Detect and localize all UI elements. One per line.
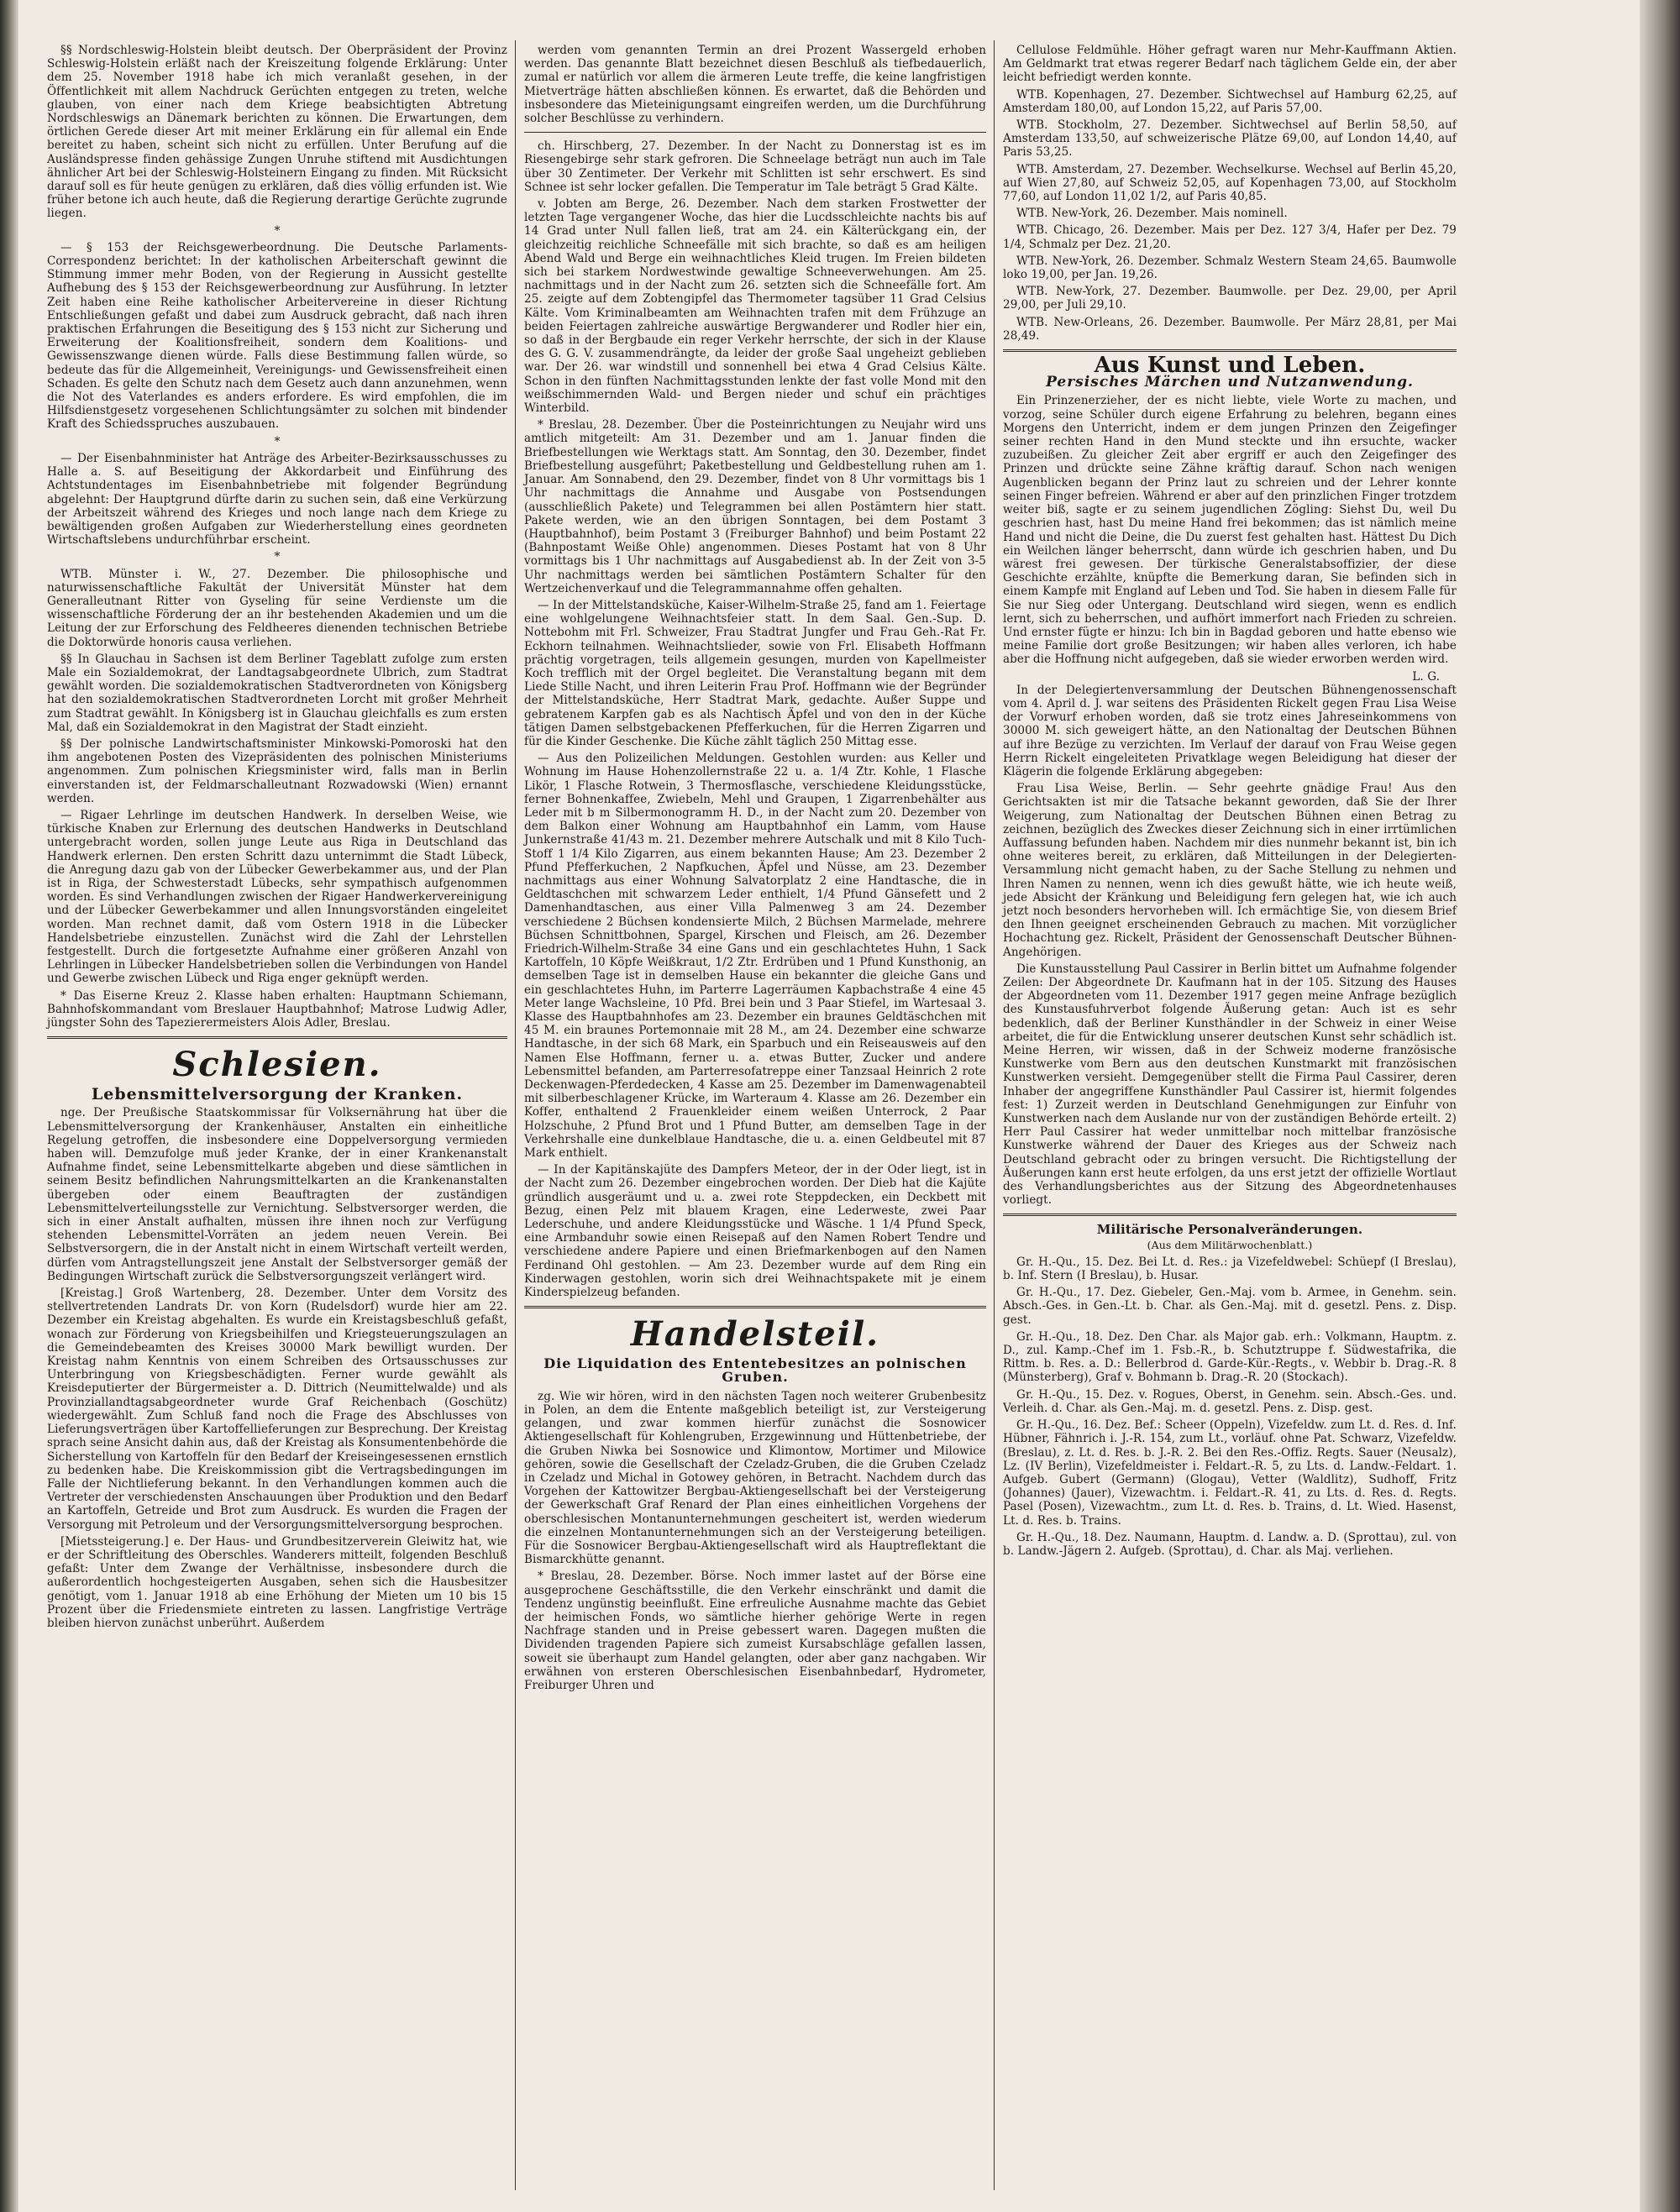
article-mittelstandskueche: — In der Mittelstandsküche, Kaiser-Wilhelm-Straße 25, fand am 1. Feiertage eine wohlgelungene Weihnachtsfeier statt. In dem Saal. Gen.-Sup. D. Nottebohm mit Frl. Schweizer, Frau Stadtrat Jungfer und Frau Geh.-Rat Fr. Eckhorn teilnahmen. Weihnachtslieder, sowie von Frl. Elisabeth Hoffmann prächtig vorgetragen, teils allgemein gesungen, murden von Kapellmeister Koch trefflich mit der Orgel begleitet. Die Veranstaltung begann mit dem Liede Stille Nacht, und ihren Leiterin Frau Prof. Hoffmann wie der Begründer der Mittelstandsküche, Herr Stadtrat Mark, gedachte. Außer Suppe und gebratenem Karpfen gab es als Nachtisch Äpfel und von den in der Küche tätigen Damen selbstgebackenen Pfefferkuchen, für die Herren Zigarren und für die Kinder Geschenke. Die Küche zählt täglich 250 Mittag esse. [524, 598, 986, 748]
article-dampfer-meteor: — In der Kapitänskajüte des Dampfers Meteor, der in der Oder liegt, ist in der Nacht zum 26. Dezember eingebrochen worden. Der Dieb hat die Kajüte gründlich ausgeräumt und u. a. zwei rote Steppdecken, ein Deckbett mit Bezug, einen Pelz mit blauem Kragen, eine Lederweste, zwei Paar Lederschuhe, und andere Kleidungsstücke und Wäsche. 1 1/4 Pfund Speck, eine Armbanduhr sowie einen Reisepaß auf den Namen Robert Tendre und verschiedene andere Papiere und einen Briefmarkenbogen auf den Namen Ferdinand Ohl gestohlen. — Am 23. Dezember wurde auf dem Ring ein Kinderwagen gestohlen, worin sich drei Weihnachtspakete mit je einem Kinderspielzeug befanden. [524, 1163, 986, 1300]
military-entry: Gr. H.-Qu., 18. Dez. Den Char. als Major gab. erh.: Volkmann, Hauptm. z. D., zul. Kamp.-Chef im 1. Fsb.-R., b. Schutztruppe f. Südwestafrika, die Rittm. b. Res. a. D.: Bellerbrod d. Garde-Kür.-Regts., v. Webbir b. Drag.-R. 8 (Münsterberg), Graf v. Bohmann b. Drag.-R. 20 (Stockach). [1003, 1329, 1457, 1385]
author-signature: L. G. [1412, 669, 1440, 684]
article-muenster: WTB. Münster i. W., 27. Dezember. Die philosophische und naturwissenschaftliche Fakultät der Universität Münster hat dem Generalleutnant Ritter von Gyseling für seine Verdienste um die wissenschaftliche Förderung der an ihr bestehenden Akademien und um die Leitung der zur Erforschung des Feldheeres dienenden technischen Betriebe die Doktorwürde honoris causa verliehen. [47, 567, 507, 649]
quote-amsterdam: WTB. Amsterdam, 27. Dezember. Wechselkurse. Wechsel auf Berlin 45,20, auf Wien 27,80, auf Schweiz 52,05, auf Kopenhagen 73,00, auf Stockholm 77,60, auf London 11,02 1/2, auf Paris 40,85. [1003, 162, 1457, 204]
article-eisenbahnminister: — Der Eisenbahnminister hat Anträge des Arbeiter-Bezirksausschusses zu Halle a. S. auf Beseitigung der Akkordarbeit und Einführung des Achtstundentages im Eisenbahnbetriebe mit folgender Begründung abgelehnt: Der Hauptgrund dürfte darin zu suchen sein, daß eine Verkürzung der Arbeitszeit während des Krieges und noch lange nach dem Kriege zu bewältigenden großen Aufgaben zur Wiederherstellung eines geordneten Wirtschaftslebens undurchführbar erscheint. [47, 451, 507, 548]
column-left [47, 44, 507, 1633]
column-divider-1 [515, 40, 516, 2190]
headline-liquidation: Die Liquidation des Ententebesitzes an polnischen Gruben. [543, 1355, 967, 1386]
article-zobten: v. Jobten am Berge, 26. Dezember. Nach dem starken Frostwetter der letzten Tage vergangener Woche, das hier die Lucdsschleichte nachts bis auf 14 Grad unter Null fallen ließ, trat am 24. ein Kälterückgang ein, der gleichzeitig reichliche Schneefälle mit sich brachte, so daß es am heiligen Abend Wald und Berge ein weihnachtliches Kleid trugen. Im Freien bildeten sich bei starkem Nordwestwinde gewaltige Schneeverwehungen. Am 25. nachmittags und in der Nacht zum 26. setzten sich die Schneefälle fort. Am 25. zeigte auf dem Zobtengipfel das Thermometer tagsüber 11 Grad Celsius Kälte. Vom Kriminalbeamten am Weihnachten trafen mit dem Frühzuge an beiden Feiertagen zahlreiche auswärtige Bergwanderer und Rodler hier ein, so daß in der Bergbaude ein reger Verkehr herrschte, der sich in der Klause des G. G. V. zusammendrängte, da leider der große Saal ungeheizt geblieben war. Der 26. war windstill und sonnenhell bei etwa 4 Grad Celsius Kälte. Schon in den fünften Nachmittagsstunden lenkte der fast volle Mond mit den weißschimmernden Wald- und Bergen nieder und schuf ein prächtiges Winterbild. [524, 197, 986, 416]
military-entry: Gr. H.-Qu., 15. Dez. v. Rogues, Oberst, in Genehm. sein. Absch.-Ges. und. Verleih. d. Char. als Gen.-Maj. m. d. gesetzl. Pens. z. Disp. gest. [1003, 1387, 1457, 1415]
separator-star: * [274, 223, 281, 238]
article-polish-minister: §§ Der polnische Landwirtschaftsminister Minkowski-Pomoroski hat den ihm angebotenen Posten des Vizepräsidenten des polnischen Ministeriums angenommen. Zum polnischen Kriegsminister wird, falls man in Berlin einverstanden ist, der Feldmarschalleutnant Rozwadowski (Wien) ernannt werden. [47, 736, 507, 805]
article-nordschleswig: §§ Nordschleswig-Holstein bleibt deutsch. Der Oberpräsident der Provinz Schleswig-Holstein erläßt nach der Kreiszeitung folgende Erklärung: Unter dem 25. November 1918 habe ich mich veranlaßt gesehen, in der Öffentlichkeit mit allem Nachdruck Gerüchten entgegen zu treten, welche glauben, von einer nach dem Kriege beabsichtigten Abtretung Nordschleswigs an Dänemark berichten zu können. Die Erwartungen, dem örtlichen Gerede dieser Art mit meiner Erklärung ein für allemal ein Ende bereitet zu haben, scheint sich nicht zu erfüllen. Unter Berufung auf die Ausländspresse finden gehässige Zungen Unruhe stiftend mit Ausdichtungen ähnlicher Art bei der Schleswig-Holsteinern Eingang zu finden. Mit Rücksicht darauf soll es für heute genügen zu erklären, daß dies völlig erfunden ist. Wie früher betone ich auch heute, daß die Regierung derartige Gerüchte zugrunde liegen. [47, 44, 507, 221]
military-entry: Gr. H.-Qu., 18. Dez. Naumann, Hauptm. d. Landw. a. D. (Sprottau), zul. von b. Landw.-Jägern 2. Aufgeb. (Sprottau), d. Char. als Maj. verliehen. [1003, 1530, 1457, 1558]
quote-chicago: WTB. Chicago, 26. Dezember. Mais per Dez. 127 3/4, Hafer per Dez. 79 1/4, Schmalz per Dez. 21,20. [1003, 223, 1457, 251]
article-kreistag: [Kreistag.] Groß Wartenberg, 28. Dezember. Unter dem Vorsitz des stellvertretenden Landrats Dr. von Korn (Rudelsdorf) wurde hier am 22. Dezember ein Kreistag abgehalten. Es wurde ein Kreistagsbeschluß gefaßt, wonach zur Förderung von Kriegsbeihilfen und Kriegsteuerungszulagen an die Gemeindebeamten des Kreises 30000 Mark bewilligt wurden. Der Kreistag nahm Kenntnis von einem Schreiben des Ortsausschusses zur Unterbringung von Kriegsbeschädigten. Ferner wurde gewählt als Kreisdeputierter der Bürgermeister a. D. Dittrich (Neumittelwalde) und als Provinziallandtagsabgeordneter wurde Graf Reichenbach (Goschütz) wiedergewählt. Zum Schluß fand noch die Frage des Abschlusses von Lieferungsverträgen über Kartoffellieferungen zur Besprechung. Der Kreistag sprach seine Ansicht dahin aus, daß der Kreistag als Konsumentenbehörde die Sicherstellung von Kartoffeln für den Bedarf der Kreiseingesessenen ernstlich zu bedenken habe. Die Kreiskommission gibt die Vertragsbedingungen im Falle der Nichtlieferung bekannt. In den Verhandlungen kommen auch die Vertreter der verschiedensten Anschauungen über Produktion und den Bedarf an Kartoffeln, Getreide und Brot zum Ausdruck. Es wurden die Fragen der Versorgung mit Petroleum und der Versorgungsmittelversorgung besprochen. [47, 1287, 507, 1532]
separator-star: * [274, 434, 281, 448]
rule [524, 132, 986, 133]
article-glauchau: §§ In Glauchau in Sachsen ist dem Berliner Tageblatt zufolge zum ersten Male ein Sozialdemokrat, der Landtagsabgeordnete Ulbrich, zum Stadtrat gewählt worden. Die sozialdemokratischen Stadtverordneten von Königsberg hat den sozialdemokratischen Stadtverordneten Lorcht mit großer Mehrheit zum Stadtrat gewählt. In Königsberg ist in Glauchau gleichfalls es zum ersten Mal, daß ein Sozialdemokrat in den Magistrat der Stadt einzieht. [47, 652, 507, 734]
column-middle [524, 44, 986, 1696]
section-rule [1003, 349, 1457, 352]
article-polizei: — Aus den Polizeilichen Meldungen. Gestohlen wurden: aus Keller und Wohnung im Hause Hohenzollernstraße 22 u. a. 1/4 Ztr. Kohle, 1 Flasche Likör, 1 Flasche Rotwein, 3 Thermosflasche, verschiedene Kleidungsstücke, ferner Bohnenkaffee, Zwiebeln, Mehl und Graupen, 1 Zigarrenbehälter aus Leder mit b m Silbermonogramm H. D., in der Nacht zum 20. Dezember von dem Balkon einer Wohnung am Hauptbahnhof ein Lamm, vom Hause Junkernstraße 41/43 m. 21. Dezember mehrere Autschalk und mit 8 Kilo Tuch-Stoff 1 1/4 Kilo Zigarren, aus einem bekannten Hause; Am 23. Dezember 2 Pfund Pfefferkuchen, 2 Napfkuchen, Äpfel und Nüsse, am 23. Dezember nachmittags aus einer Wohnung Salvatorplatz 2 eine Handtasche, die in Geldtaschchen mit schwarzem Leder enthielt, 1/4 Pfund Gänsefett und 2 Damenhandtaschen, aus einer Villa Palmenweg 3 am 24. Dezember verschiedene 2 Büchsen kondensierte Milch, 2 Büchsen Marmelade, mehrere Büchsen Schnittbohnen, Spargel, Kirschen und Fleisch, am 26. Dezember Friedrich-Wilhelm-Straße 34 eine Gans und ein geschlachtetes Huhn, 1 Sack Kartoffeln, 10 Köpfe Weißkraut, 1/2 Ztr. Erdrüben und 1 Pfund Kunsthonig, an demselben Tage ist in demselben Hause ein bekannter die gleiche Gans und ein geschlachtetes Huhn, im Parterre Lagerräumen Kapbachstraße 4 eine 45 Meter lange Wachsleine, 10 Pfd. Brei bein und 3 Paar Stiefel, im Wartesaal 3. Klasse des Hauptbahnhofes am 23. Dezember ein braunes Geldtäschchen mit 45 M. ein braunes Portemonnaie mit 28 M., am 24. Dezember eine schwarze Handtasche, in der sich 68 Mark, ein Sparbuch und ein Reiseausweis auf den Namen Else Hoffmann, ferner u. a. etwas Butter, Zucker und andere Lebensmittel befanden, am Parterresofatreppe einer Tanzsaal Heinrich 2 rote Deckenwagen-Pferdedecken, 4 Kasse am 25. Dezember im Damenwagenabteil mit silberbeschlagener Krücke, im Warteraum 4. Klasse am 26. Dezember ein Koffer, enthaltend 2 Frauenkleider einem weißen Unterrock, 2 Paar Holzschuhe, 2 Pfund Brot und 1 Pfund Butter, am demselben Tage in der Verkehrshalle eine dunkelblaue Handtasche, die u. a. einen Geldbeutel mit 87 Mark enthielt. [524, 752, 986, 1161]
article-brief-weise: Frau Lisa Weise, Berlin. — Sehr geehrte gnädige Frau! Aus den Gerichtsakten ist mir die Tatsache bekannt geworden, daß Sie der Ihrer Weigerung, zum Nationaltag der Deutschen Bühnen einen Betrag zu zeichnen, bezüglich des Zweckes dieser Zeichnung sich in einer irrtümlichen Auffassung befunden haben. Nachdem mir dies nunmehr bekannt ist, bin ich ohne weiteres bereit, zu erklären, daß Mitteilungen in der Delegierten-Versammlung nicht gemacht haben, zu der Sache Stellung zu nehmen und Ihren Namen zu nennen, wenn ich dies gewußt hätte, wie ich heute weiß, jede Absicht der Kränkung und Beleidigung fern gelegen hat, wie ich auch jetzt noch besonders hervorheben will. Ich ermächtige Sie, von diesem Brief den Ihnen geeignet erscheinenden Gebrauch zu machen. Mit vorzüglicher Hochachtung gez. Rickelt, Präsident der Genossenschaft Deutscher Bühnen-Angehörigen. [1003, 782, 1457, 959]
article-post-neujahr: * Breslau, 28. Dezember. Über die Posteinrichtungen zu Neujahr wird uns amtlich mitgeteilt: Am 31. Dezember und am 1. Januar finden die Briefbestellungen wie Werktags statt. Am Sonntag, den 30. Dezember, findet Briefbestellung ausgeführt; Paketbestellung und Geldbestellung ruhen am 1. Januar. Am Sonnabend, den 29. Dezember, findet von 8 Uhr vormittags bis 1 Uhr nachmittags die Annahme und Ausgabe von Postsendungen (ausschließlich Pakete) und Telegrammen bei allen Postämtern hier statt. Pakete werden, wie an den übrigen Sonntagen, bei dem Postamt 3 (Hauptbahnhof), beim Postamt 3 (Freiburger Bahnhof) und beim Postamt 22 (Bahnpostamt Weiße Ohle) angenommen. Dieses Postamt hat von 8 Uhr vormittags bis 1 Uhr nachmittags auf Ausgabedienst ab. In der Zeit von 3-5 Uhr nachmittags werden bei sämtlichen Postämtern Schalter für den Wertzeichenverkauf und die Telegrammannahme offen gehalten. [524, 418, 986, 595]
article-geldmarkt: Cellulose Feldmühle. Höher gefragt waren nur Mehr-Kauffmann Aktien. Am Geldmarkt trat etwas regerer Bedarf nach täglichem Gelde ein, der aber leicht befriedigt werden konnte. [1003, 44, 1457, 85]
article-cassirer: Die Kunstausstellung Paul Cassirer in Berlin bittet um Aufnahme folgender Zeilen: Der Abgeordnete Dr. Kaufmann hat in der 105. Sitzung des Hauses der Abgeordneten vom 11. Dezember 1917 gegen meine Anfrage bezüglich des Kunstausfuhrverbot folgende Äußerung getan: Auch ist es sehr bedenklich, daß der Berliner Kunsthändler in der Schweiz in einer Weise arbeitet, die für die Entwicklung unserer deutschen Kunst sehr schädlich ist. Meine Herren, wir wissen, daß in der Schweiz moderne französische Kunstwerke vom Bern aus den deutschen Kunstmarkt mit französischen Kunstwerken versieht. Demgegenüber stellt die Firma Paul Cassirer, deren Inhaber der angegriffene Kunsthändler Paul Cassirer ist, hiermit folgendes fest: 1) Zurzeit werden in Deutschland Genehmigungen zur Einfuhr von Kunstwerken nach dem Auslande nur von der zuständigen Behörde erteilt. 2) Herr Paul Cassirer hat weder unmittelbar noch mittelbar französische Kunstwerke während der Dauer des Krieges aus der Schweiz nach Deutschland gebracht oder zu bringen versucht. Die Richtigstellung der Äußerungen kann erst heute erfolgen, da uns erst jetzt der offizielle Wortlaut des Verhandlungsberichtes aus der Sitzung des Abgeordnetenhauses vorliegt. [1003, 962, 1457, 1208]
headline-militaer: Militärische Personalveränderungen. [1096, 1222, 1363, 1238]
article-liquidation: zg. Wie wir hören, wird in den nächsten Tagen noch weiterer Grubenbesitz in Polen, an dem die Entente maßgeblich beteiligt ist, zur Versteigerung gelangen, und zwar kommen hierfür zunächst die Sosnowicer Aktiengesellschaft für Kohlengruben, Erzgewinnung und Hüttenbetriebe, der die Gruben Niwka bei Sosnowice und Klimontow, Mortimer und Milowice gehören, sowie die Gesellschaft der Czeladz-Gruben, die die Gruben Czeladz in Czeladz und Michal in Gotowey gehören, in Betracht. Nachdem durch das Vorgehen der Kattowitzer Bergbau-Aktiengesellschaft bei der Versteigerung der Gewerkschaft Graf Renard der Plan eines einheitlichen Vorgehens der oberschlesischen Montanunternehmungen gescheitert ist, werden wiederum die einzelnen Montanunternehmungen sich an der Versteigerung beteiligen. Für die Sosnowicer Bergbau-Aktiengesellschaft wird als Hauptreflektant die Bismarckhütte genannt. [524, 1389, 986, 1567]
article-buehnengenossenschaft: In der Delegiertenversammlung der Deutschen Bühnengenossenschaft vom 4. April d. J. war seitens des Präsidenten Rickelt gegen Frau Lisa Weise der Vorwurf erhoben worden, daß sie trotz eines Jahreseinkommens von 30000 M. sich geweigert hätte, an den Nationaltag der Deutschen Bühnen auf ihre Bezüge zu verzichten. Im Verlauf der darauf von Frau Weise gegen Herrn Rickelt eingeleiteten Privatklage wegen Beleidigung hat dieser der Klägerin die folgende Erklärung abgegeben: [1003, 683, 1457, 778]
section-rule [1003, 1213, 1457, 1216]
column-right [1003, 44, 1457, 1561]
section-rule [524, 1306, 986, 1308]
article-wassergeld: werden vom genannten Termin an drei Prozent Wassergeld erhoben werden. Das genannte Blatt bezeichnet diesen Beschluß als tiefbedauerlich, zumal er natürlich vor allem die ärmeren Leute treffe, die keine langfristigen Mietverträge hätten abschließen können. Es erwartet, daß die Behörden und insbesondere das Mieteinigungsamt eingreifen werden, um die Durchführung solcher Beschlüsse zu verhindern. [524, 44, 986, 126]
quote-neworleans: WTB. New-Orleans, 26. Dezember. Baumwolle. Per März 28,81, per Mai 28,49. [1003, 315, 1457, 343]
headline-lebensmittelversorgung: Lebensmittelversorgung der Kranken. [91, 1085, 464, 1104]
source-militaerwochenblatt: (Aus dem Militärwochenblatt.) [1147, 1238, 1313, 1251]
section-title-kunst: Aus Kunst und Leben. [1094, 353, 1366, 379]
article-gewerbeordnung: — § 153 der Reichsgewerbeordnung. Die Deutsche Parlaments-Correspondenz berichtet: In der katholischen Arbeiterschaft gewinnt die Stimmung immer mehr Boden, von der Regierung in Aussicht gestellte Aufhebung des § 153 der Reichsgewerbeordnung zur Ausführung. In letzter Zeit haben eine Reihe katholischer Arbeitervereine in dieser Richtung Entschließungen gefaßt und dabei zum Ausdruck gebracht, daß nach ihren praktischen Erfahrungen die Beseitigung des § 153 nicht zur Sicherung und Erweiterung der Koalitionsfreiheit, sondern dem Koalitions- und Gewissenszwange dienen würde. Falls diese Bestimmung fallen würde, so bedeute das für die Allgemeinheit, Vereinigungs- und Gewissensfreiheit einen Schaden. Es gelte den Schutz nach dem Gesetz auch dann anzunehmen, wenn die Not des Vaterlandes es anders erfordere. Es wird empfohlen, die im Hilfsdienstgesetz vorgesehenen Schlichtungsämter zu solchen mit bindender Kraft des Schiedsspruches auszubauen. [47, 240, 507, 432]
quote-newyork-schmalz: WTB. New-York, 26. Dezember. Schmalz Western Steam 24,65. Baumwolle loko 19,00, per Jan. 19,26. [1003, 254, 1457, 282]
article-eisernes-kreuz: * Das Eiserne Kreuz 2. Klasse haben erhalten: Hauptmann Schiemann, Bahnhofskommandant vom Breslauer Hauptbahnhof; Matrose Ludwig Adler, jüngster Sohn des Tapezierermeisters Alois Adler, Breslau. [47, 988, 507, 1030]
section-rule [47, 1036, 507, 1039]
quote-newyork-baumwolle: WTB. New-York, 27. Dezember. Baumwolle. per Dez. 29,00, per April 29,00, per Juli 29,10. [1003, 285, 1457, 312]
quote-newyork-mais: WTB. New-York, 26. Dezember. Mais nominell. [1016, 207, 1288, 221]
quote-stockholm: WTB. Stockholm, 27. Dezember. Sichtwechsel auf Berlin 58,50, auf Amsterdam 133,50, auf schweizerische Plätze 69,00, auf London 14,40, auf Paris 53,25. [1003, 118, 1457, 160]
scan-binding-edge-left [0, 0, 18, 2212]
military-entry: Gr. H.-Qu., 17. Dez. Giebeler, Gen.-Maj. vom b. Armee, in Genehm. sein. Absch.-Ges. in Gen.-Lt. b. Char. als Gen.-Maj. mit d. gesetzl. Pens. z. Disp. gest. [1003, 1286, 1457, 1327]
article-lebensmittel: nge. Der Preußische Staatskommissar für Volksernährung hat über die Lebensmittelversorgung der Krankenhäuser, Anstalten ein einheitliche Regelung getroffen, die insbesondere eine Doppelversorgung vermieden haben will. Demzufolge muß jeder Kranke, der in einer Krankenanstalt Aufnahme findet, seine Lebensmittelkarte abgeben und diese sämtlichen in seinem Besitz befindlichen Nahrungsmittelkarten an die Krankenanstalten übergeben oder einem Beauftragten der zuständigen Lebensmittelverteilungsstelle zur Vernichtung. Selbstversorger werden, die sich in einer Anstalt aufhalten, müssen ihre ihnen noch zur Verfügung stehenden Lebensmittel-Vorräten an jedem neuen Verein. Bei Selbstversorgern, die in der Anstalt nicht in einem Wirtschaft verteilt werden, dürfen vom Antragstellungszeit jene Anstalt der Selbstversorger gemäß der Bedingungen Wirtschaft zurück die Selbstversorgungszeit verlängert wird. [47, 1106, 507, 1283]
headline-persisches-maerchen: Persisches Märchen und Nutzanwendung. [1046, 374, 1414, 391]
article-boerse: * Breslau, 28. Dezember. Börse. Noch immer lastet auf der Börse eine ausgeprochene Geschäftsstille, die den Verkehr einschränkt und damit die Tendenz ungünstig beeinflußt. Eine erfreuliche Ausnahme machte das Gebiet der heimischen Fonds, wo sämtliche hierher gehörige Werte in regen Nachfrage standen und in Preise gebessert waren. Dagegen mußten die Dividenden tragenden Papiere sich zumeist Kursabschläge gefallen lassen, soweit sie überhaupt zum Handel gelangten, oder aber ganz nachgaben. Wir erwähnen von ersteren Oberschlesischen Eisenbahnbedarf, Hydrometer, Freiburger Uhren und [524, 1570, 986, 1692]
section-title-schlesien: Schlesien. [172, 1045, 382, 1085]
column-divider-2 [994, 40, 995, 2190]
article-hirschberg: ch. Hirschberg, 27. Dezember. In der Nacht zu Donnerstag ist es im Riesengebirge sehr stark gefroren. Die Schneelage beträgt nun auch im Tale über 30 Zentimeter. Der Verkehr mit Schlitten ist sehr erschwert. Es sind Schnee ist sehr locker gefallen. Die Temperatur im Tale beträgt 5 Grad Kälte. [524, 139, 986, 194]
separator-star: * [274, 550, 281, 564]
military-entry: Gr. H.-Qu., 15. Dez. Bei Lt. d. Res.: ja Vizefeldwebel: Schüepf (I Breslau), b. Inf. Stern (I Breslau), b. Husar. [1003, 1255, 1457, 1283]
military-entry: Gr. H.-Qu., 16. Dez. Bef.: Scheer (Oppeln), Vizefeldw. zum Lt. d. Res. d. Inf. Hübner, Fähnrich i. J.-R. 154, zum Lt., vorläuf. ohne Pat. Schwarz, Vizefeldw. (Breslau), z. Lt. d. Res. b. J.-R. 2. Bei den Res.-Offiz. Regts. Sauer (Neusalz), Lz. (IV Berlin), Vizefeldmeister i. Feldart.-R. 5, zu Lts. d. Landw.-Feldart. 1. Aufgeb. Gubert (Germann) (Glogau), Vetter (Waldlitz), Sudhoff, Fritz (Johannes) (Jauer), Vizewachtm. i. Feldart.-R. 41, zu Lts. d. Res. d. Regts. Pasel (Posen), Vizewachtm., zum Lt. d. Res. b. Trains, d. Lt. Wied. Hasenst, Lt. d. Res. b. Trains. [1003, 1418, 1457, 1528]
article-mietssteigerung: [Mietssteigerung.] e. Der Haus- und Grundbesitzerverein Gleiwitz hat, wie er der Schriftleitung des Oberschles. Wanderers mitteilt, folgenden Beschluß gefaßt: Unter dem Zwange der Verhältnisse, insbesondere durch die außerordentlich hochgesteigerten Ausgaben, sehen sich die Hausbesitzer genötigt, vom 1. Januar 1918 ab eine Erhöhung der Mieten um 10 bis 15 Prozent über die Friedensmiete eintreten zu lassen. Langfristige Verträge bleiben hiervon zunächst unberührt. Außerdem [47, 1534, 507, 1630]
article-maerchen: Ein Prinzenerzieher, der es nicht liebte, viele Worte zu machen, und vorzog, seine Schüler durch eigene Erfahrung zu belehren, begann eines Morgens den Unterricht, indem er dem jungen Prinzen den Zeigefinger seiner rechten Hand in den Mund steckte und ihn ersuchte, wacker zuzubeißen. Zu gleicher Zeit aber ergriff er auch den Zeigefinger des Prinzen und drückte seine Zähne kräftig darauf. Schon nach wenigen Augenblicken begann der Prinz laut zu schreien und der Lehrer konnte seinen Finger befreien. Während er aber auf den prinzlichen Finger trotzdem weiter biß, sagte er zu seinem jugendlichen Zögling: Siehst Du, weil Du geschrien hast, hast Du meine Hand frei bekommen; das ist nämlich meine Hand und nicht die Deine, die Du zuerst fest gehalten hast. Hättest Du Dich ein Weilchen länger beherrscht, dann würde ich geschrien haben, und Du wärest frei gewesen. Der türkische Generalstabsoffizier, der diese Geschichte erzählte, knüpfte die Bemerkung daran, Sie befinden sich in einem Kampfe mit England auf Leben und Tod. Sie haben in diesem Falle für Sie nur Sieg oder Untergang. Deutschland wird siegen, wenn es endlich lernt, sich zu beherrschen, und aufhört immerfort nach Frieden zu schreien. Und ernster fügte er hinzu: Ich bin in Bagdad geboren und hatte ebenso wie meine Familie dort große Besitzungen; wir haben alles verloren, ich habe aber die Hoffnung nicht aufgegeben, daß sie wieder erworben werden wird. [1003, 394, 1457, 667]
section-title-handelsteil: Handelsteil. [630, 1314, 880, 1355]
article-rigaer-lehrlinge: — Rigaer Lehrlinge im deutschen Handwerk. In derselben Weise, wie türkische Knaben zur Erlernung des deutschen Handwerks in Deutschland untergebracht worden, sollen junge Leute aus Riga in Deutschland das Handwerk erlernen. Den ersten Schritt dazu unternimmt die Stadt Lübeck, die Anregung dazu gab von der Lübecker Gewerbekammer aus, und der Plan ist in Riga, der Schwesterstadt Lübecks, sehr sympathisch aufgenommen worden. Es sind Verhandlungen zwischen der Rigaer Handwerkervereinigung und der Lübecker Gewerbekammer und allen Innungsvorständen eingeleitet worden. Man rechnet damit, daß vom Ostern 1918 in die Lübecker Handelsbetriebe einzustellen. Zunächst wird die Zahl der Lehrstellen festgestellt. Durch die fortgesetzte Aufnahme einer größeren Anzahl von Lehrlingen in Lübecker Handelsbetrieben sollen die Verbindungen von Handel und Gewerbe zwischen Lübeck und Riga enger geknüpft werden. [47, 808, 507, 986]
scan-binding-edge-right [1640, 0, 1680, 2212]
quote-kopenhagen: WTB. Kopenhagen, 27. Dezember. Sichtwechsel auf Hamburg 62,25, auf Amsterdam 180,00, auf London 15,22, auf Paris 57,00. [1003, 87, 1457, 115]
